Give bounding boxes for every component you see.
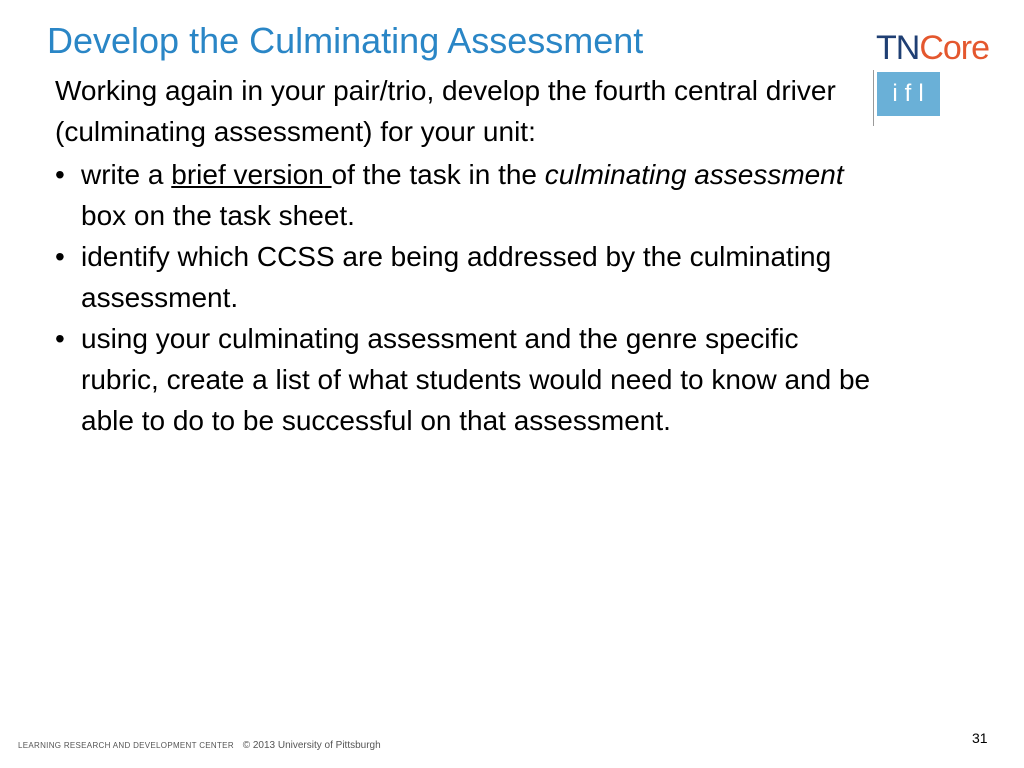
logo-tn-text: TN xyxy=(876,29,920,67)
italic-text: culminating assessment xyxy=(544,159,844,190)
ifl-logo-badge: ifl xyxy=(877,72,940,116)
bullet-list xyxy=(55,154,875,441)
bullet-text: of the task in the xyxy=(331,159,545,190)
bullet-text: identify which CCSS are being addressed by the culminating assessment. xyxy=(81,241,832,313)
slide-title: Develop the Culminating Assessment xyxy=(47,20,644,61)
intro-paragraph: Working again in your pair/trio, develop the fourth central driver (culminating assessment) for your unit: xyxy=(55,75,836,147)
tncore-ifl-logo xyxy=(870,26,1010,126)
tncore-logo-text xyxy=(876,26,989,70)
underlined-text: brief version xyxy=(171,159,332,190)
footer-org: LEARNING RESEARCH AND DEVELOPMENT CENTER xyxy=(18,741,234,750)
bullet-text: box on the task sheet. xyxy=(81,200,355,231)
logo-core-text: Core xyxy=(919,29,990,67)
bullet-marker: • xyxy=(55,159,65,190)
page-number: 31 xyxy=(972,730,988,746)
bullet-marker: • xyxy=(55,241,65,272)
bullet-marker: • xyxy=(55,323,65,354)
bullet-text: using your culminating assessment and the genre specific rubric, create a list of what students would need to know and be able to do to be successful on that assessment. xyxy=(81,323,871,436)
bullet-text: write a xyxy=(81,159,172,190)
slide-body xyxy=(55,70,875,441)
slide-footer xyxy=(18,740,381,751)
bullet-item-list xyxy=(55,318,875,441)
bullet-item-ccss xyxy=(55,236,875,318)
bullet-item-brief-version xyxy=(55,154,875,236)
footer-copyright: © 2013 University of Pittsburgh xyxy=(242,740,381,751)
